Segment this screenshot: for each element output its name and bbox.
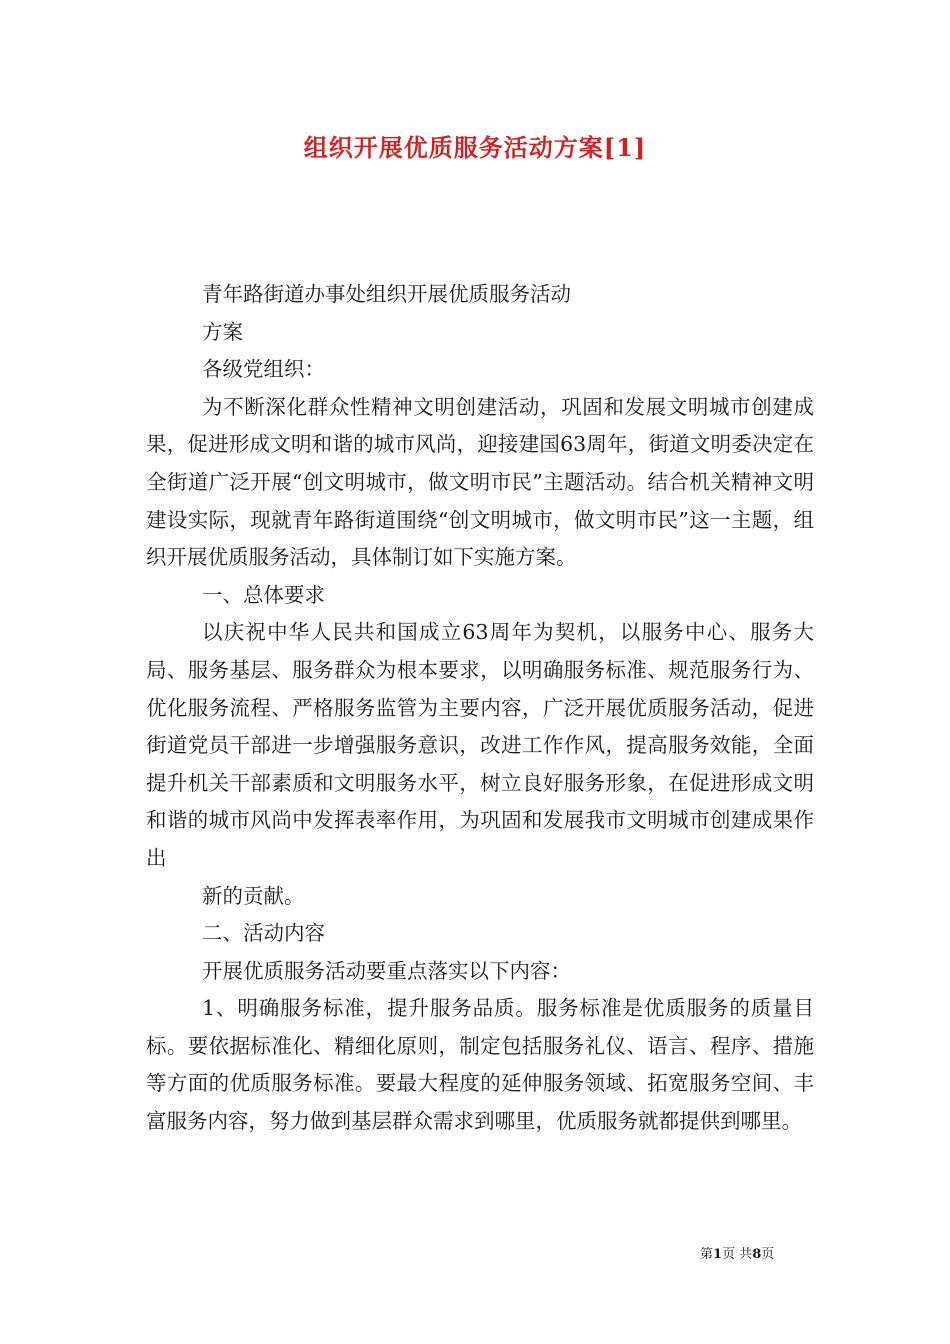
footer-current-page: 1	[713, 1247, 723, 1262]
section-heading-general-requirements: 一、总体要求	[202, 582, 325, 607]
footer-middle: 页 共	[722, 1247, 753, 1262]
page-number-footer	[700, 1246, 830, 1264]
paragraph-general-requirements-cont: 新的贡献。	[202, 883, 305, 908]
paragraph-intro: 为不断深化群众性精神文明创建活动，巩固和发展文明城市创建成果，促进形成文明和谐的城市风尚，迎接建国63周年，街道文明委决定在全街道广泛开展“创文明城市，做文明市民”主题活动。结合机关精神文明建设实际，现就青年路街道围绕“创文明城市，做文明市民”这一主题，组织开展优质服务活动，具体制订如下实施方案。	[146, 394, 814, 570]
footer-suffix: 页	[761, 1247, 775, 1262]
document-title: 组织开展优质服务活动方案[1]	[303, 133, 647, 162]
paragraph-general-requirements: 以庆祝中华人民共和国成立63周年为契机，以服务中心、服务大局、服务基层、服务群众为根本要求，以明确服务标准、规范服务行为、优化服务流程、严格服务监管为主要内容，广泛开展优质服务活动，促进街道党员干部进一步增强服务意识，改进工作作风，提高服务效能，全面提升机关干部素质和文明服务水平，树立良好服务形象，在促进形成文明和谐的城市风尚中发挥表率作用，为巩固和发展我市文明城市创建成果作出	[146, 620, 814, 870]
paragraph-heading-line2: 方案	[202, 319, 243, 344]
paragraph-activity-lead: 开展优质服务活动要重点落实以下内容：	[202, 958, 571, 983]
section-heading-activity-content: 二、活动内容	[202, 921, 325, 946]
paragraph-item-1: 1、明确服务标准，提升服务品质。服务标准是优质服务的质量目标。要依据标准化、精细化原则，制定包括服务礼仪、语言、程序、措施等方面的优质服务标准。要最大程度的延伸服务领域、拓宽服务空间、丰富服务内容，努力做到基层群众需求到哪里，优质服务就都提供到哪里。	[146, 996, 814, 1134]
paragraph-heading-line1: 青年路街道办事处组织开展优质服务活动	[202, 282, 571, 306]
document-body	[146, 276, 814, 1141]
footer-total-pages: 8	[752, 1247, 762, 1262]
footer-prefix: 第	[700, 1247, 714, 1262]
paragraph-salutation: 各级党组织：	[202, 357, 325, 382]
